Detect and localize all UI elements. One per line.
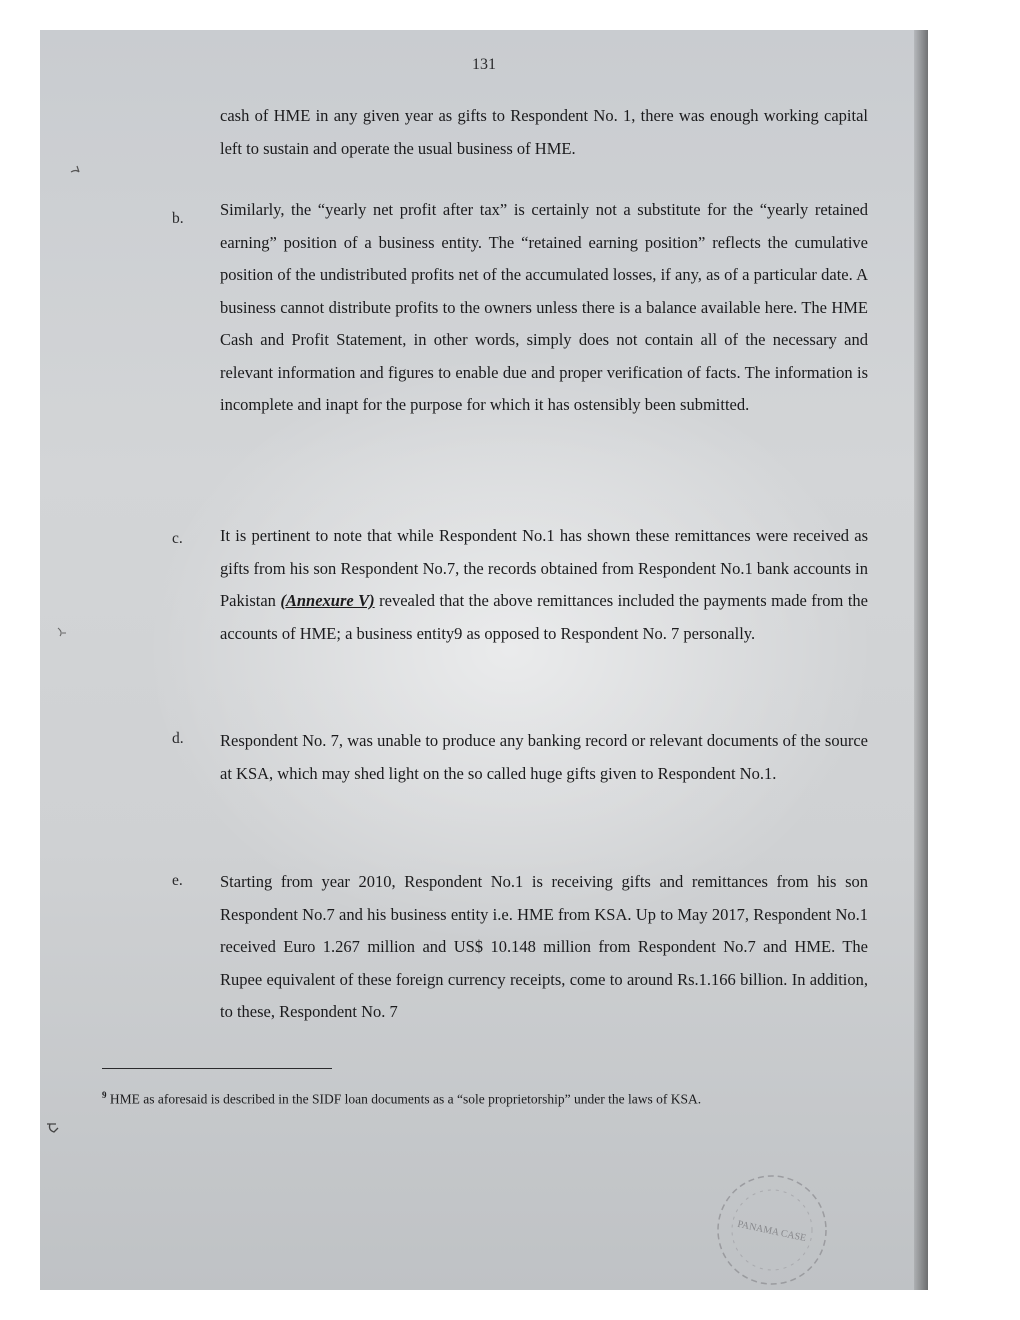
paragraph-d-text: Respondent No. 7, was unable to produce any banking record or relevant documents of the source at KSA, which may shed light on the so called huge gifts given to Respondent No.1. [220, 731, 868, 783]
footnote-marker: 9 [102, 1090, 107, 1100]
annexure-reference: (Annexure V) [280, 591, 375, 610]
paragraph-c-text-after: revealed that the above remittances included the payments made from the accounts of HME; a business entity9 as opposed to Respondent No. 7 personally. [220, 591, 868, 643]
paragraph-e-text: Starting from year 2010, Respondent No.1 is receiving gifts and remittances from his son Respondent No.7 and his business entity i.e. HME from KSA. Up to May 2017, Respondent No.1 received Euro 1.267 million and US$ 10.148 million from Respondent No.7 and HME. The Rupee equivalent of these foreign currency receipts, come to around Rs.1.166 billion. In addition, to these, Respondent No. 7 [220, 872, 868, 1021]
paragraph-intro [220, 100, 868, 165]
official-stamp [680, 1166, 850, 1286]
margin-pen-mark-icon [44, 1118, 62, 1136]
page-number: 131 [472, 56, 496, 73]
paragraph-b-text: Similarly, the “yearly net profit after tax” is certainly not a substitute for the “yearly retained earning” position of a business entity. The “retained earning position” reflects the cumulative position of the undistributed profits net of the accumulated losses, if any, as of a particular date. A business cannot distribute profits to the owners unless there is a balance available here. The HME Cash and Profit Statement, in other words, simply does not contain all of the necessary and relevant information and figures to enable due and proper verification of facts. The information is incomplete and inapt for the purpose for which it has ostensibly been submitted. [220, 200, 868, 414]
paragraph-b [220, 194, 868, 422]
paragraph-d [220, 725, 868, 790]
footnote-divider [102, 1068, 332, 1069]
footnote-text: HME as aforesaid is described in the SIDF loan documents as a “sole proprietorship” under the laws of KSA. [109, 1091, 702, 1107]
paragraph-c-text [220, 520, 868, 650]
stamp-text: PANAMA CASE [736, 1218, 808, 1245]
paragraph-e-label: e. [172, 872, 183, 889]
paragraph-c [220, 520, 868, 650]
paragraph-d-label: d. [172, 730, 184, 747]
document-page [40, 30, 928, 1290]
margin-pen-mark-icon [68, 160, 86, 178]
paragraph-e [220, 866, 868, 1029]
paragraph-b-label: b. [172, 210, 184, 227]
margin-pen-mark-icon [54, 624, 72, 642]
paragraph-intro-text: cash of HME in any given year as gifts to Respondent No. 1, there was enough working capital left to sustain and operate the usual business of HME. [220, 106, 868, 158]
footnote [102, 1090, 882, 1108]
paragraph-c-text-before: It is pertinent to note that while Respondent No.1 has shown these remittances were received as gifts from his son Respondent No.7, the records obtained from Respondent No.1 bank accounts in Pakistan [220, 526, 868, 610]
paragraph-c-label: c. [172, 530, 183, 547]
